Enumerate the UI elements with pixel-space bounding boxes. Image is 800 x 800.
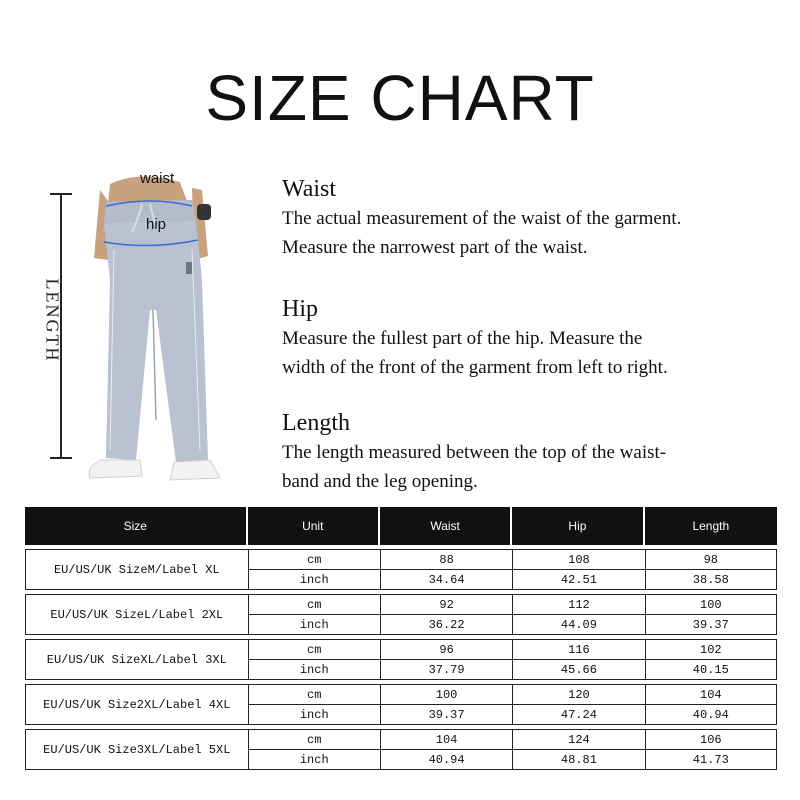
- waist-definition: [282, 174, 782, 262]
- unit-cell: cm: [248, 549, 380, 570]
- size-cell: EU/US/UK Size3XL/Label 5XL: [25, 729, 248, 770]
- pants-illustration: [20, 170, 260, 500]
- length-cell: 40.94: [645, 705, 777, 725]
- hip-cell: 47.24: [512, 705, 644, 725]
- waist-line-1: The actual measurement of the waist of the garment.: [282, 208, 682, 229]
- length-cell: 100: [645, 594, 777, 615]
- table-row: [25, 639, 777, 660]
- length-line-1: The length measured between the top of the waist-: [282, 442, 667, 463]
- waist-cell: 40.94: [380, 750, 512, 770]
- measurement-definitions: [282, 174, 782, 522]
- size-table: [25, 507, 777, 770]
- length-cell: 40.15: [645, 660, 777, 680]
- length-heading: Length: [282, 410, 350, 436]
- table-row: [25, 684, 777, 705]
- hip-cell: 112: [512, 594, 644, 615]
- unit-cell: inch: [248, 570, 380, 590]
- length-cell: 106: [645, 729, 777, 750]
- hip-cell: 120: [512, 684, 644, 705]
- unit-cell: cm: [248, 594, 380, 615]
- waist-cell: 96: [380, 639, 512, 660]
- unit-cell: inch: [248, 660, 380, 680]
- table-row: [25, 729, 777, 750]
- unit-cell: cm: [248, 729, 380, 750]
- header-length: Length: [645, 507, 777, 545]
- length-marker-bottom: [50, 457, 72, 459]
- length-cell: 98: [645, 549, 777, 570]
- hip-cell: 42.51: [512, 570, 644, 590]
- table-body: [25, 545, 777, 770]
- length-cell: 38.58: [645, 570, 777, 590]
- hip-line-1: Measure the fullest part of the hip. Measure the: [282, 328, 643, 349]
- hip-cell: 45.66: [512, 660, 644, 680]
- unit-cell: inch: [248, 750, 380, 770]
- hip-label: hip: [146, 216, 167, 233]
- hip-cell: 48.81: [512, 750, 644, 770]
- hip-line-2: width of the front of the garment from left to right.: [282, 357, 668, 378]
- waist-cell: 39.37: [380, 705, 512, 725]
- hip-cell: 124: [512, 729, 644, 750]
- size-table-container: [25, 507, 777, 770]
- waist-cell: 37.79: [380, 660, 512, 680]
- length-label: LENGTH: [42, 278, 63, 363]
- waist-cell: 36.22: [380, 615, 512, 635]
- page-title: SIZE CHART: [205, 62, 595, 134]
- size-cell: EU/US/UK SizeXL/Label 3XL: [25, 639, 248, 680]
- size-cell: EU/US/UK SizeL/Label 2XL: [25, 594, 248, 635]
- table-row: [25, 549, 777, 570]
- hip-heading: Hip: [282, 296, 318, 322]
- waist-cell: 34.64: [380, 570, 512, 590]
- length-cell: 104: [645, 684, 777, 705]
- size-cell: EU/US/UK Size2XL/Label 4XL: [25, 684, 248, 725]
- unit-cell: inch: [248, 705, 380, 725]
- hip-cell: 116: [512, 639, 644, 660]
- length-line-2: band and the leg opening.: [282, 471, 478, 492]
- hip-definition: [282, 294, 782, 382]
- unit-cell: cm: [248, 684, 380, 705]
- length-cell: 41.73: [645, 750, 777, 770]
- waist-cell: 92: [380, 594, 512, 615]
- header-waist: Waist: [380, 507, 512, 545]
- table-header-row: [25, 507, 777, 545]
- table-row: [25, 594, 777, 615]
- length-cell: 39.37: [645, 615, 777, 635]
- waist-label: waist: [140, 170, 175, 187]
- waist-cell: 88: [380, 549, 512, 570]
- header-unit: Unit: [248, 507, 380, 545]
- length-cell: 102: [645, 639, 777, 660]
- header-hip: Hip: [512, 507, 644, 545]
- waist-line-2: Measure the narrowest part of the waist.: [282, 237, 588, 258]
- hip-cell: 108: [512, 549, 644, 570]
- unit-cell: inch: [248, 615, 380, 635]
- length-definition: [282, 408, 782, 496]
- size-cell: EU/US/UK SizeM/Label XL: [25, 549, 248, 590]
- waist-heading: Waist: [282, 176, 337, 202]
- hip-cell: 44.09: [512, 615, 644, 635]
- unit-cell: cm: [248, 639, 380, 660]
- header-size: Size: [25, 507, 248, 545]
- waist-cell: 104: [380, 729, 512, 750]
- waist-cell: 100: [380, 684, 512, 705]
